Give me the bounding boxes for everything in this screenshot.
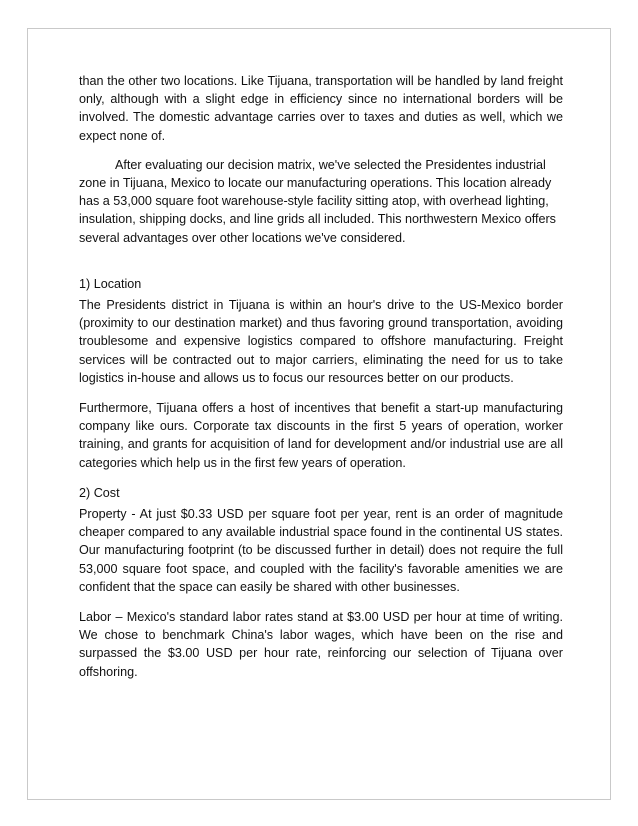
intro-paragraph-continued: than the other two locations. Like Tijuana, transportation will be handled by land freight only, although with a slight edge in efficiency since no international borders will be involved. The domestic advantage carries over to taxes and duties as well, which we expect none of. <box>79 74 563 143</box>
cost-labor-paragraph: Labor – Mexico's standard labor rates stand at $3.00 USD per hour at time of writing. We chose to benchmark China's labor wages, which have been on the rise and surpassed the $3.00 USD per hour rate, reinforcing our selection of Tijuana over offshoring. <box>79 610 563 679</box>
cost-property-paragraph: Property - At just $0.33 USD per square foot per year, rent is an order of magnitude cheaper compared to any available industrial space found in the continental US states. Our manufacturing footprint (to be discussed further in detail) does not require the full 53,000 square foot space, and coupled with the facility's favorable amenities we are confident that the space can easily be shared with other businesses. <box>79 507 563 594</box>
location-paragraph-1: The Presidents district in Tijuana is within an hour's drive to the US-Mexico border (proximity to our destination market) and thus favoring ground transportation, avoiding troublesome and expensive logistics compared to offshore manufacturing. Freight services will be contracted out to major carriers, eliminating the need for us to take logistics in-house and allows us to focus our resources better on our products. <box>79 298 563 385</box>
location-heading: 1) Location <box>79 276 142 291</box>
document-page <box>27 28 611 800</box>
document-body <box>79 72 563 681</box>
location-paragraph-2: Furthermore, Tijuana offers a host of incentives that benefit a start-up manufacturing company like ours. Corporate tax discounts in the first 5 years of operation, worker training, and grants for acquisition of land for development and/or industrial use are all categories which help us in the first few years of operation. <box>79 401 563 470</box>
cost-heading: 2) Cost <box>79 485 120 500</box>
decision-paragraph: After evaluating our decision matrix, we've selected the Presidentes industrial zone in Tijuana, Mexico to locate our manufacturing operations. This location already has a 53,000 square foot warehouse-style facility sitting atop, with overhead lighting, insulation, shipping docks, and line grids all included. This northwestern Mexico offers several advantages over other locations we've considered. <box>79 157 556 245</box>
